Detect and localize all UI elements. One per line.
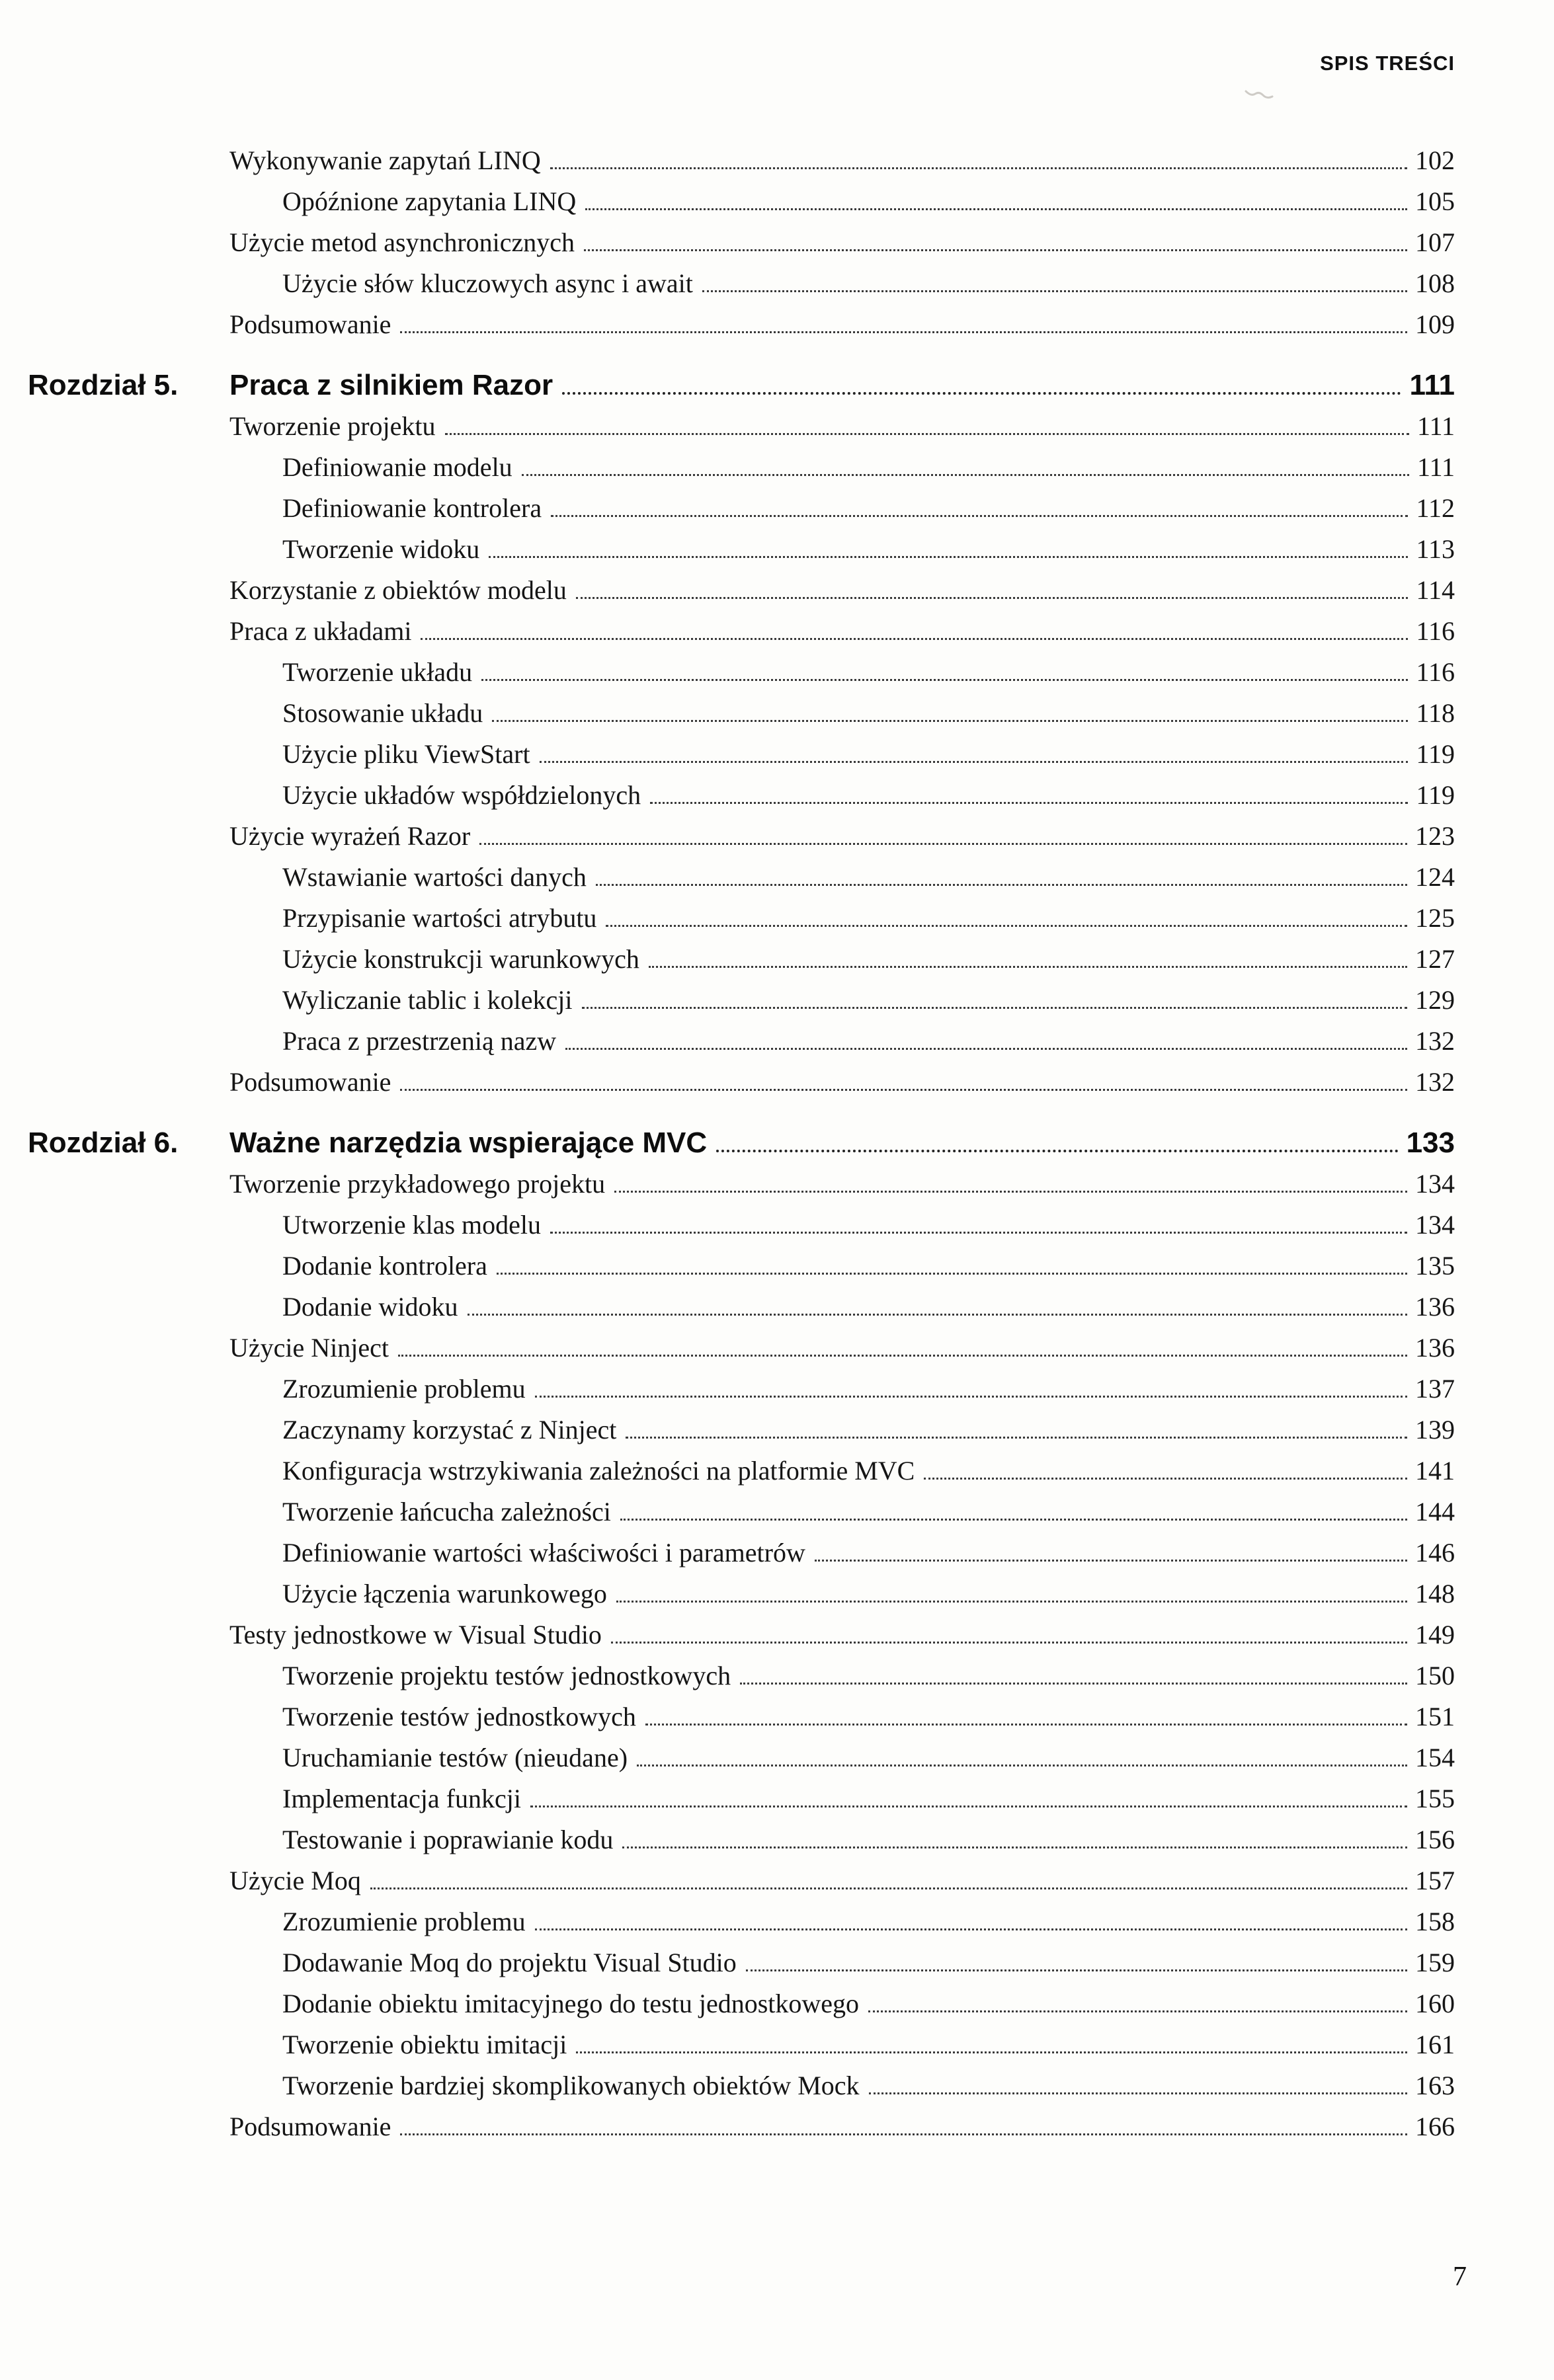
- toc-entry-row: [28, 1778, 1455, 1819]
- entry-page-number: 102: [1415, 145, 1455, 175]
- entry-page-number: 116: [1416, 657, 1455, 687]
- entry-page-number: 111: [1416, 452, 1455, 482]
- entry-page-number: 136: [1415, 1333, 1455, 1363]
- entry-page-number: 154: [1415, 1743, 1455, 1772]
- entry-page-number: 166: [1415, 2112, 1455, 2141]
- dotted-leader: [576, 2045, 1407, 2053]
- entry-page-number: 132: [1415, 1026, 1455, 1056]
- page-number: 7: [1453, 2262, 1467, 2292]
- entry-title: Implementacja funkcji: [282, 1784, 521, 1813]
- entry-page-number: 150: [1415, 1661, 1455, 1690]
- toc-entry-row: [28, 652, 1455, 693]
- toc-entry-row: [28, 693, 1455, 734]
- toc-entry-row: [28, 1450, 1455, 1491]
- entry-title: Dodanie obiektu imitacyjnego do testu jednostkowego: [282, 1989, 860, 2018]
- entry-page-number: 163: [1415, 2071, 1455, 2100]
- dotted-leader: [614, 1185, 1407, 1193]
- toc-entry-row: [28, 1942, 1455, 1983]
- toc-entry-row: [28, 181, 1455, 222]
- entry-page-number: 159: [1415, 1948, 1455, 1977]
- toc-entry-row: [28, 488, 1455, 529]
- toc-entry-row: [28, 1164, 1455, 1205]
- dotted-leader: [576, 591, 1409, 599]
- entry-page-number: 111: [1416, 411, 1455, 441]
- entry-page-number: 105: [1415, 186, 1455, 216]
- toc-entry-row: [28, 304, 1455, 345]
- toc-entry-row: [28, 1983, 1455, 2024]
- entry-title: Użycie Ninject: [229, 1333, 389, 1363]
- entry-title: Testy jednostkowe w Visual Studio: [229, 1620, 602, 1649]
- dotted-leader: [746, 1964, 1407, 1971]
- entry-page-number: 137: [1415, 1374, 1455, 1404]
- entry-title: Tworzenie widoku: [282, 534, 480, 564]
- entry-title: Wyliczanie tablic i kolekcji: [282, 985, 573, 1015]
- toc-entry-row: [28, 570, 1455, 611]
- page-header-title: SPIS TREŚCI: [1320, 52, 1455, 75]
- entry-title: Praca z przestrzenią nazw: [282, 1026, 557, 1056]
- dotted-leader: [445, 427, 1409, 435]
- entry-title: Tworzenie projektu testów jednostkowych: [282, 1661, 731, 1690]
- entry-title: Tworzenie obiektu imitacji: [282, 2030, 567, 2059]
- entry-page-number: 135: [1415, 1251, 1455, 1281]
- entry-page-number: 136: [1415, 1292, 1455, 1322]
- entry-title: Wykonywanie zapytań LINQ: [229, 145, 541, 175]
- chapter-page-number: 111: [1409, 369, 1455, 401]
- dotted-leader: [565, 1042, 1407, 1050]
- entry-title: Przypisanie wartości atrybutu: [282, 903, 597, 933]
- dotted-leader: [606, 919, 1407, 927]
- entry-page-number: 132: [1415, 1067, 1455, 1097]
- entry-page-number: 155: [1415, 1784, 1455, 1813]
- chapter-label: Rozdział 5.: [28, 369, 179, 401]
- entry-title: Utworzenie klas modelu: [282, 1210, 541, 1240]
- entry-title: Definiowanie modelu: [282, 452, 512, 482]
- entry-page-number: 146: [1415, 1538, 1455, 1567]
- entry-title: Definiowanie wartości właściwości i parametrów: [282, 1538, 805, 1567]
- entry-page-number: 108: [1415, 268, 1455, 298]
- dotted-leader: [702, 284, 1407, 292]
- toc-chapter-row: [28, 1123, 1455, 1164]
- entry-title: Tworzenie układu: [282, 657, 473, 687]
- dotted-leader: [582, 1001, 1407, 1009]
- toc-entry-row: [28, 222, 1455, 263]
- entry-title: Zaczynamy korzystać z Ninject: [282, 1415, 617, 1445]
- dotted-leader: [585, 202, 1407, 210]
- entry-title: Konfiguracja wstrzykiwania zależności na platformie MVC: [282, 1456, 915, 1486]
- dotted-leader: [562, 386, 1401, 395]
- entry-page-number: 157: [1415, 1866, 1455, 1895]
- dotted-leader: [649, 960, 1407, 968]
- entry-page-number: 119: [1416, 780, 1455, 810]
- toc-entry-row: [28, 857, 1455, 898]
- entry-title: Dodanie widoku: [282, 1292, 458, 1322]
- entry-page-number: 119: [1416, 739, 1455, 769]
- entry-page-number: 161: [1415, 2030, 1455, 2059]
- dotted-leader: [869, 2086, 1407, 2094]
- toc-entry-row: [28, 2106, 1455, 2147]
- entry-title: Użycie układów współdzielonych: [282, 780, 641, 810]
- dotted-leader: [398, 1349, 1407, 1357]
- entry-title: Dodawanie Moq do projektu Visual Studio: [282, 1948, 737, 1977]
- dotted-leader: [400, 1083, 1407, 1091]
- dotted-leader: [481, 673, 1408, 681]
- toc-entry-row: [28, 1062, 1455, 1103]
- entry-title: Zrozumienie problemu: [282, 1374, 526, 1404]
- toc-entry-row: [28, 1573, 1455, 1614]
- dotted-leader: [497, 1267, 1407, 1275]
- entry-page-number: 114: [1416, 575, 1455, 605]
- toc-entry-row: [28, 1328, 1455, 1368]
- entry-page-number: 116: [1416, 616, 1455, 646]
- toc-entry-row: [28, 1021, 1455, 1062]
- entry-title: Użycie metod asynchronicznych: [229, 227, 575, 257]
- toc-entry-row: [28, 816, 1455, 857]
- toc-entry-row: [28, 1205, 1455, 1246]
- entry-title: Tworzenie przykładowego projektu: [229, 1169, 606, 1199]
- entry-title: Zrozumienie problemu: [282, 1907, 526, 1936]
- dotted-leader: [740, 1677, 1407, 1685]
- entry-page-number: 141: [1415, 1456, 1455, 1486]
- dotted-leader: [645, 1718, 1407, 1726]
- toc-entry-row: [28, 263, 1455, 304]
- toc-entry-row: [28, 1737, 1455, 1778]
- toc-entry-row: [28, 1409, 1455, 1450]
- dotted-leader: [596, 878, 1407, 886]
- entry-page-number: 112: [1416, 493, 1455, 523]
- dotted-leader: [815, 1554, 1407, 1562]
- dotted-leader: [620, 1513, 1407, 1521]
- chapter-label: Rozdział 6.: [28, 1127, 179, 1159]
- dotted-leader: [584, 243, 1407, 251]
- entry-page-number: 144: [1415, 1497, 1455, 1527]
- toc-entry-row: [28, 734, 1455, 775]
- toc-entry-row: [28, 939, 1455, 980]
- entry-page-number: 148: [1415, 1579, 1455, 1608]
- toc-entry-row: [28, 447, 1455, 488]
- entry-title: Definiowanie kontrolera: [282, 493, 542, 523]
- entry-title: Tworzenie projektu: [229, 411, 436, 441]
- entry-title: Użycie wyrażeń Razor: [229, 821, 471, 851]
- toc-entry-row: [28, 1287, 1455, 1328]
- entry-page-number: 113: [1416, 534, 1455, 564]
- dotted-leader: [535, 1390, 1407, 1398]
- entry-title: Użycie konstrukcji warunkowych: [282, 944, 639, 974]
- dotted-leader: [611, 1636, 1407, 1644]
- toc-entry-row: [28, 1901, 1455, 1942]
- toc-entry-row: [28, 611, 1455, 652]
- entry-page-number: 109: [1415, 309, 1455, 339]
- entry-title: Tworzenie bardziej skomplikowanych obiektów Mock: [282, 2071, 860, 2100]
- chapter-title: Praca z silnikiem Razor: [229, 369, 553, 401]
- toc-entry-row: [28, 2065, 1455, 2106]
- smudge-mark: [1243, 85, 1275, 104]
- dotted-leader: [522, 468, 1409, 476]
- entry-page-number: 118: [1416, 698, 1455, 728]
- entry-title: Użycie łączenia warunkowego: [282, 1579, 607, 1608]
- toc-entry-row: [28, 1860, 1455, 1901]
- dotted-leader: [626, 1431, 1407, 1439]
- toc-entry-row: [28, 1532, 1455, 1573]
- entry-page-number: 129: [1415, 985, 1455, 1015]
- dotted-leader: [637, 1759, 1407, 1766]
- dotted-leader: [421, 632, 1408, 640]
- entry-page-number: 151: [1415, 1702, 1455, 1731]
- toc-entry-row: [28, 406, 1455, 447]
- dotted-leader: [492, 714, 1408, 722]
- entry-page-number: 134: [1415, 1210, 1455, 1240]
- dotted-leader: [551, 509, 1408, 517]
- entry-title: Praca z układami: [229, 616, 412, 646]
- chapter-page-number: 133: [1406, 1127, 1455, 1159]
- entry-page-number: 158: [1415, 1907, 1455, 1936]
- entry-page-number: 160: [1415, 1989, 1455, 2018]
- entry-title: Podsumowanie: [229, 2112, 391, 2141]
- dotted-leader: [400, 2127, 1407, 2135]
- toc-entry-row: [28, 1655, 1455, 1696]
- dotted-leader: [550, 161, 1407, 169]
- entry-title: Tworzenie łańcucha zależności: [282, 1497, 611, 1527]
- dotted-leader: [622, 1841, 1407, 1848]
- entry-title: Testowanie i poprawianie kodu: [282, 1825, 614, 1854]
- entry-title: Podsumowanie: [229, 309, 391, 339]
- dotted-leader: [479, 837, 1407, 845]
- entry-page-number: 124: [1415, 862, 1455, 892]
- dotted-leader: [540, 755, 1409, 763]
- entry-page-number: 127: [1415, 944, 1455, 974]
- dotted-leader: [468, 1308, 1407, 1316]
- entry-page-number: 156: [1415, 1825, 1455, 1854]
- entry-title: Tworzenie testów jednostkowych: [282, 1702, 636, 1731]
- dotted-leader: [868, 2004, 1407, 2012]
- entry-title: Użycie pliku ViewStart: [282, 739, 530, 769]
- dotted-leader: [535, 1923, 1407, 1930]
- toc-chapter-row: [28, 365, 1455, 406]
- toc-entry-row: [28, 529, 1455, 570]
- dotted-leader: [530, 1800, 1407, 1807]
- entry-title: Podsumowanie: [229, 1067, 391, 1097]
- entry-title: Uruchamianie testów (nieudane): [282, 1743, 628, 1772]
- entry-page-number: 139: [1415, 1415, 1455, 1445]
- dotted-leader: [924, 1472, 1407, 1480]
- entry-page-number: 123: [1415, 821, 1455, 851]
- entry-title: Użycie słów kluczowych async i await: [282, 268, 693, 298]
- dotted-leader: [550, 1226, 1407, 1234]
- toc-list: [28, 140, 1455, 2147]
- toc-entry-row: [28, 2024, 1455, 2065]
- entry-page-number: 134: [1415, 1169, 1455, 1199]
- dotted-leader: [650, 796, 1408, 804]
- entry-page-number: 107: [1415, 227, 1455, 257]
- toc-entry-row: [28, 1368, 1455, 1409]
- entry-title: Stosowanie układu: [282, 698, 483, 728]
- toc-entry-row: [28, 1491, 1455, 1532]
- dotted-leader: [489, 550, 1408, 558]
- toc-entry-row: [28, 775, 1455, 816]
- dotted-leader: [400, 325, 1407, 333]
- dotted-leader: [370, 1882, 1407, 1889]
- dotted-leader: [616, 1595, 1407, 1603]
- toc-entry-row: [28, 898, 1455, 939]
- toc-entry-row: [28, 1696, 1455, 1737]
- toc-entry-row: [28, 140, 1455, 181]
- entry-title: Dodanie kontrolera: [282, 1251, 487, 1281]
- entry-title: Opóźnione zapytania LINQ: [282, 186, 577, 216]
- chapter-title: Ważne narzędzia wspierające MVC: [229, 1127, 708, 1159]
- entry-page-number: 125: [1415, 903, 1455, 933]
- toc-entry-row: [28, 1246, 1455, 1287]
- entry-page-number: 149: [1415, 1620, 1455, 1649]
- entry-title: Użycie Moq: [229, 1866, 361, 1895]
- toc-entry-row: [28, 980, 1455, 1021]
- toc-entry-row: [28, 1614, 1455, 1655]
- dotted-leader: [716, 1144, 1398, 1152]
- toc-entry-row: [28, 1819, 1455, 1860]
- entry-title: Korzystanie z obiektów modelu: [229, 575, 567, 605]
- entry-title: Wstawianie wartości danych: [282, 862, 587, 892]
